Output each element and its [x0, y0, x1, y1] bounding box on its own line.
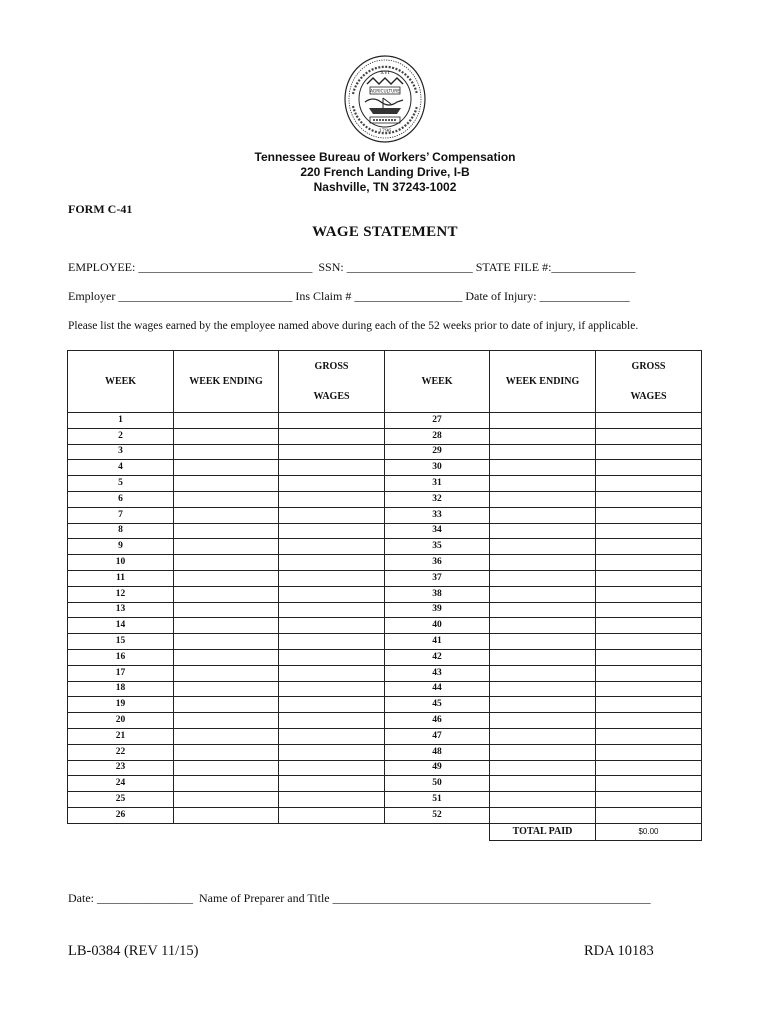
- gross-wages-cell[interactable]: [279, 681, 385, 697]
- form-id: FORM C-41: [68, 202, 133, 216]
- week-number: 33: [385, 507, 490, 523]
- week-number: 13: [68, 602, 174, 618]
- week-number: 44: [385, 681, 490, 697]
- week-number: 20: [68, 713, 174, 729]
- gross-wages-cell[interactable]: [596, 491, 702, 507]
- week-number: 41: [385, 634, 490, 650]
- week-number: 1: [68, 413, 174, 429]
- week-number: 12: [68, 586, 174, 602]
- gross-wages-cell[interactable]: [279, 665, 385, 681]
- week-ending-cell[interactable]: [490, 476, 596, 492]
- table-row: [68, 776, 702, 792]
- gross-wages-cell[interactable]: [596, 792, 702, 808]
- gross-header-line2: WAGES: [313, 391, 350, 402]
- date-label: Date:: [68, 891, 94, 905]
- week-ending-cell[interactable]: [174, 555, 279, 571]
- week-ending-cell[interactable]: [490, 697, 596, 713]
- gross-wages-cell[interactable]: [596, 776, 702, 792]
- gross-wages-cell[interactable]: [596, 681, 702, 697]
- week-number: 49: [385, 760, 490, 776]
- week-ending-cell[interactable]: [490, 618, 596, 634]
- week-ending-cell[interactable]: [174, 792, 279, 808]
- week-ending-cell[interactable]: [174, 697, 279, 713]
- week-number: 4: [68, 460, 174, 476]
- state-file-label: STATE FILE #:: [475, 260, 552, 274]
- week-number: 15: [68, 634, 174, 650]
- table-row: [68, 744, 702, 760]
- week-number: 21: [68, 728, 174, 744]
- table-row: [68, 460, 702, 476]
- week-ending-cell[interactable]: [490, 760, 596, 776]
- week-ending-cell[interactable]: [490, 681, 596, 697]
- week-ending-cell[interactable]: [490, 792, 596, 808]
- week-ending-cell[interactable]: [490, 634, 596, 650]
- week-ending-cell[interactable]: [174, 523, 279, 539]
- table-row: [68, 570, 702, 586]
- gross-wages-cell[interactable]: [596, 539, 702, 555]
- employer-label: Employer: [68, 289, 116, 303]
- gross-wages-cell[interactable]: [279, 555, 385, 571]
- week-number: 16: [68, 649, 174, 665]
- gross-wages-cell[interactable]: [279, 807, 385, 823]
- week-ending-cell[interactable]: [174, 586, 279, 602]
- week-number: 17: [68, 665, 174, 681]
- gross-wages-cell[interactable]: [279, 713, 385, 729]
- gross-wages-cell[interactable]: [596, 523, 702, 539]
- table-row: [68, 681, 702, 697]
- week-ending-cell[interactable]: [490, 523, 596, 539]
- week-number: 38: [385, 586, 490, 602]
- week-number: 32: [385, 491, 490, 507]
- gross-wages-cell[interactable]: [596, 728, 702, 744]
- date-of-injury-label: Date of Injury:: [465, 289, 537, 303]
- agency-name: Tennessee Bureau of Workers’ Compensation: [254, 150, 516, 164]
- week-number: 8: [68, 523, 174, 539]
- week-number: 14: [68, 618, 174, 634]
- preparer-field[interactable]: _____________________________________________________: [332, 891, 651, 905]
- week-number: 25: [68, 792, 174, 808]
- week-ending-cell[interactable]: [174, 728, 279, 744]
- week-number: 2: [68, 428, 174, 444]
- week-ending-cell[interactable]: [174, 776, 279, 792]
- gross-wages-cell[interactable]: [596, 713, 702, 729]
- gross-wages-cell[interactable]: [279, 428, 385, 444]
- employer-info-line: [68, 289, 630, 304]
- spacer-cell: [68, 823, 174, 840]
- gross-wages-cell[interactable]: [279, 570, 385, 586]
- table-row: [68, 507, 702, 523]
- gross-wages-cell[interactable]: [279, 792, 385, 808]
- gross-wages-cell[interactable]: [596, 602, 702, 618]
- table-row: [68, 634, 702, 650]
- gross-wages-cell[interactable]: [279, 523, 385, 539]
- week-number: 34: [385, 523, 490, 539]
- week-ending-cell[interactable]: [174, 413, 279, 429]
- week-ending-header: WEEK ENDING: [174, 351, 279, 413]
- tennessee-seal-icon: [343, 54, 427, 144]
- week-number: 11: [68, 570, 174, 586]
- week-ending-cell[interactable]: [490, 460, 596, 476]
- date-field[interactable]: ________________: [97, 891, 193, 905]
- gross-wages-cell[interactable]: [279, 586, 385, 602]
- table-row: [68, 602, 702, 618]
- table-row: [68, 523, 702, 539]
- week-number: 48: [385, 744, 490, 760]
- gross-wages-cell[interactable]: [279, 634, 385, 650]
- spacer-cell: [385, 823, 490, 840]
- gross-wages-cell[interactable]: [596, 697, 702, 713]
- week-number: 19: [68, 697, 174, 713]
- week-number: 39: [385, 602, 490, 618]
- week-number: 6: [68, 491, 174, 507]
- week-number: 30: [385, 460, 490, 476]
- week-ending-cell[interactable]: [490, 555, 596, 571]
- gross-wages-cell[interactable]: [596, 649, 702, 665]
- week-number: 28: [385, 428, 490, 444]
- week-number: 23: [68, 760, 174, 776]
- gross-wages-cell[interactable]: [596, 428, 702, 444]
- table-row: [68, 444, 702, 460]
- gross-wages-cell[interactable]: [596, 665, 702, 681]
- wage-table: [67, 350, 702, 841]
- gross-wages-cell[interactable]: [596, 555, 702, 571]
- week-ending-cell[interactable]: [174, 681, 279, 697]
- week-number: 35: [385, 539, 490, 555]
- week-ending-cell[interactable]: [490, 744, 596, 760]
- table-row: [68, 807, 702, 823]
- week-number: 36: [385, 555, 490, 571]
- state-file-field[interactable]: ______________: [551, 260, 636, 274]
- employee-label: EMPLOYEE:: [68, 260, 136, 274]
- week-header: WEEK: [385, 351, 490, 413]
- gross-wages-cell[interactable]: [596, 634, 702, 650]
- week-number: 27: [385, 413, 490, 429]
- gross-wages-cell[interactable]: [596, 570, 702, 586]
- employee-field[interactable]: _____________________________: [138, 260, 313, 274]
- week-ending-cell[interactable]: [174, 570, 279, 586]
- week-number: 40: [385, 618, 490, 634]
- week-ending-cell[interactable]: [174, 665, 279, 681]
- week-number: 45: [385, 697, 490, 713]
- week-ending-cell[interactable]: [174, 713, 279, 729]
- ins-claim-field[interactable]: __________________: [354, 289, 463, 303]
- table-row: [68, 586, 702, 602]
- gross-wages-cell[interactable]: [279, 760, 385, 776]
- week-ending-cell[interactable]: [490, 728, 596, 744]
- agency-city: Nashville, TN 37243-1002: [313, 180, 457, 194]
- employer-field[interactable]: _____________________________: [118, 289, 293, 303]
- week-number: 42: [385, 649, 490, 665]
- gross-wages-cell[interactable]: [279, 728, 385, 744]
- table-row: [68, 539, 702, 555]
- week-number: 9: [68, 539, 174, 555]
- week-ending-header: WEEK ENDING: [490, 351, 596, 413]
- week-number: 31: [385, 476, 490, 492]
- week-ending-cell[interactable]: [490, 539, 596, 555]
- gross-wages-cell[interactable]: [596, 618, 702, 634]
- table-row: [68, 728, 702, 744]
- week-number: 37: [385, 570, 490, 586]
- table-header-row: [68, 351, 702, 413]
- table-row: [68, 649, 702, 665]
- week-number: 51: [385, 792, 490, 808]
- week-ending-cell[interactable]: [174, 444, 279, 460]
- rda-number: RDA 10183: [584, 943, 654, 959]
- table-row: [68, 618, 702, 634]
- wage-table-body: [68, 413, 702, 824]
- table-row: [68, 555, 702, 571]
- svg-text:XVI: XVI: [380, 70, 390, 76]
- gross-wages-cell[interactable]: [279, 476, 385, 492]
- week-ending-cell[interactable]: [174, 807, 279, 823]
- gross-wages-cell[interactable]: [279, 697, 385, 713]
- table-row: [68, 491, 702, 507]
- gross-wages-cell[interactable]: [596, 476, 702, 492]
- week-ending-cell[interactable]: [490, 649, 596, 665]
- gross-wages-cell[interactable]: [279, 491, 385, 507]
- week-ending-cell[interactable]: [490, 444, 596, 460]
- table-row: [68, 713, 702, 729]
- week-number: 43: [385, 665, 490, 681]
- total-row: [68, 823, 702, 840]
- gross-wages-cell[interactable]: [279, 649, 385, 665]
- week-ending-cell[interactable]: [490, 665, 596, 681]
- form-code: LB-0384 (REV 11/15): [68, 943, 199, 959]
- gross-wages-cell[interactable]: [596, 744, 702, 760]
- date-of-injury-field[interactable]: _______________: [539, 289, 630, 303]
- gross-wages-cell[interactable]: [279, 507, 385, 523]
- gross-wages-header: [279, 351, 385, 413]
- table-row: [68, 697, 702, 713]
- week-ending-cell[interactable]: [174, 460, 279, 476]
- table-row: [68, 760, 702, 776]
- week-ending-cell[interactable]: [490, 491, 596, 507]
- week-ending-cell[interactable]: [174, 744, 279, 760]
- ssn-field[interactable]: _____________________: [346, 260, 473, 274]
- week-number: 29: [385, 444, 490, 460]
- week-number: 46: [385, 713, 490, 729]
- week-ending-cell[interactable]: [174, 507, 279, 523]
- week-ending-cell[interactable]: [490, 428, 596, 444]
- week-number: 26: [68, 807, 174, 823]
- table-row: [68, 428, 702, 444]
- total-paid-label: TOTAL PAID: [490, 823, 596, 840]
- ssn-label: SSN:: [318, 260, 344, 274]
- week-ending-cell[interactable]: [174, 760, 279, 776]
- gross-wages-cell[interactable]: [279, 618, 385, 634]
- gross-wages-cell[interactable]: [596, 760, 702, 776]
- table-row: [68, 413, 702, 429]
- week-ending-cell[interactable]: [174, 649, 279, 665]
- week-ending-cell[interactable]: [174, 634, 279, 650]
- gross-wages-cell[interactable]: [279, 539, 385, 555]
- week-ending-cell[interactable]: [490, 776, 596, 792]
- gross-wages-cell[interactable]: [596, 413, 702, 429]
- agency-address: 220 French Landing Drive, I-B: [300, 165, 470, 179]
- week-ending-cell[interactable]: [174, 602, 279, 618]
- week-header: WEEK: [68, 351, 174, 413]
- week-ending-cell[interactable]: [490, 713, 596, 729]
- preparer-label: Name of Preparer and Title: [199, 891, 330, 905]
- gross-wages-cell[interactable]: [279, 413, 385, 429]
- week-ending-cell[interactable]: [174, 618, 279, 634]
- table-row: [68, 665, 702, 681]
- gross-wages-header: [596, 351, 702, 413]
- gross-wages-cell[interactable]: [596, 460, 702, 476]
- week-ending-cell[interactable]: [174, 491, 279, 507]
- gross-wages-cell[interactable]: [596, 586, 702, 602]
- week-number: 47: [385, 728, 490, 744]
- gross-wages-cell[interactable]: [596, 507, 702, 523]
- week-ending-cell[interactable]: [174, 428, 279, 444]
- gross-wages-cell[interactable]: [596, 807, 702, 823]
- gross-wages-cell[interactable]: [279, 460, 385, 476]
- week-number: 50: [385, 776, 490, 792]
- week-number: 22: [68, 744, 174, 760]
- page-title: WAGE STATEMENT: [312, 224, 458, 240]
- ins-claim-label: Ins Claim #: [295, 289, 352, 303]
- gross-wages-cell[interactable]: [596, 444, 702, 460]
- gross-wages-cell[interactable]: [279, 776, 385, 792]
- week-ending-cell[interactable]: [490, 507, 596, 523]
- svg-text:1796: 1796: [378, 128, 392, 134]
- signature-line: [68, 891, 651, 906]
- svg-text:AGRICULTURE: AGRICULTURE: [370, 89, 400, 95]
- instructions: Please list the wages earned by the employee named above during each of the 52 weeks prior to date of injury, if applicable.: [68, 320, 639, 332]
- gross-header-line1: GROSS: [314, 361, 349, 372]
- week-ending-cell[interactable]: [490, 413, 596, 429]
- week-number: 3: [68, 444, 174, 460]
- week-number: 18: [68, 681, 174, 697]
- spacer-cell: [279, 823, 385, 840]
- spacer-cell: [174, 823, 279, 840]
- week-ending-cell[interactable]: [174, 476, 279, 492]
- week-number: 5: [68, 476, 174, 492]
- week-ending-cell[interactable]: [490, 807, 596, 823]
- week-ending-cell[interactable]: [490, 586, 596, 602]
- week-number: 24: [68, 776, 174, 792]
- gross-header-line2: WAGES: [630, 391, 667, 402]
- week-number: 7: [68, 507, 174, 523]
- week-number: 52: [385, 807, 490, 823]
- week-ending-cell[interactable]: [490, 602, 596, 618]
- total-paid-value[interactable]: $0.00: [596, 823, 702, 840]
- week-ending-cell[interactable]: [490, 570, 596, 586]
- gross-wages-cell[interactable]: [279, 744, 385, 760]
- table-row: [68, 476, 702, 492]
- employee-info-line: [68, 260, 635, 275]
- table-row: [68, 792, 702, 808]
- gross-wages-cell[interactable]: [279, 602, 385, 618]
- gross-wages-cell[interactable]: [279, 444, 385, 460]
- week-ending-cell[interactable]: [174, 539, 279, 555]
- gross-header-line1: GROSS: [631, 361, 666, 372]
- week-number: 10: [68, 555, 174, 571]
